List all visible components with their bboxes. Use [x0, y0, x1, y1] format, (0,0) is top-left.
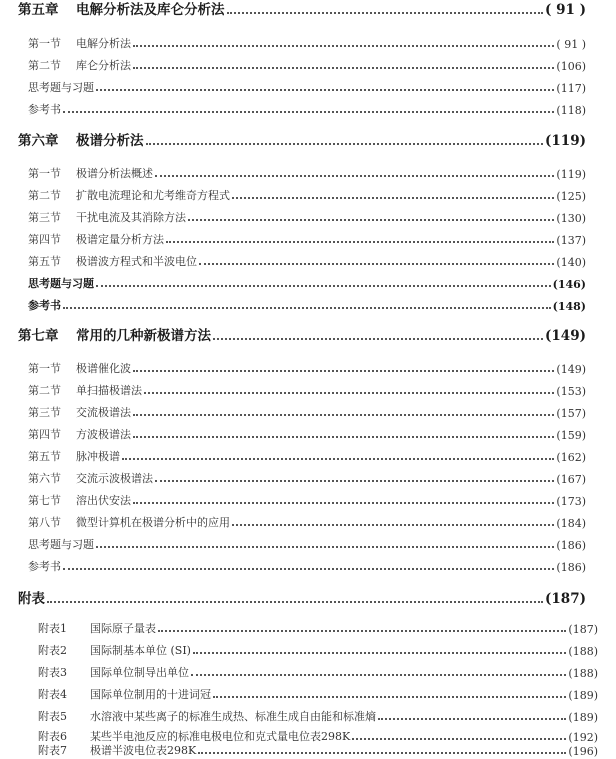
entry-page: (153) [556, 385, 586, 398]
toc-entry [0, 706, 616, 724]
entry-label: 第二节 [28, 189, 61, 202]
leader-dots [144, 392, 554, 394]
toc-entry [0, 229, 616, 247]
entry-label: 第五节 [28, 450, 61, 463]
leader-dots [198, 752, 566, 754]
entry-page: (130) [556, 212, 586, 225]
entry-label: 第二节 [28, 59, 61, 72]
entry-label: 第八节 [28, 516, 61, 529]
entry-page: (149) [556, 363, 586, 376]
entry-title: 干扰电流及其消除方法 [76, 211, 186, 224]
toc-entry [0, 684, 616, 702]
entry-title: 参考书 [28, 560, 61, 573]
entry-label: 第六节 [28, 472, 61, 485]
leader-dots [122, 458, 554, 460]
entry-title: 国际单位制导出单位 [90, 666, 189, 679]
entry-title: 极谱半波电位表298K [90, 744, 197, 757]
leader-dots [133, 502, 554, 504]
entry-title: 思考题与习题 [28, 277, 94, 290]
entry-title: 库仑分析法 [76, 59, 131, 72]
toc-appendix [0, 589, 616, 607]
leader-dots [232, 524, 554, 526]
entry-title: 扩散电流理论和尤考维奇方程式 [76, 189, 230, 202]
entry-label: 附表3 [38, 666, 67, 679]
entry-title: 国际单位制用的十进词冠 [90, 688, 211, 701]
toc-entry [0, 468, 616, 486]
toc-chapter [0, 326, 616, 344]
leader-dots [213, 696, 566, 698]
chapter-label: 第五章 [18, 2, 59, 18]
entry-label: 第四节 [28, 233, 61, 246]
chapter-title: 电解分析法及库仑分析法 [76, 2, 225, 18]
toc-entry [0, 33, 616, 51]
leader-dots [166, 241, 554, 243]
leader-dots [133, 370, 554, 372]
entry-title: 交流极谱法 [76, 406, 131, 419]
entry-page: (186) [556, 561, 586, 574]
toc-entry [0, 251, 616, 269]
entry-title: 溶出伏安法 [76, 494, 131, 507]
entry-label: 第一节 [28, 167, 61, 180]
leader-dots [133, 45, 554, 47]
leader-dots [188, 219, 554, 221]
chapter-page: (119) [545, 133, 586, 149]
chapter-page: (149) [545, 328, 586, 344]
entry-page: (117) [556, 82, 586, 95]
toc-entry [0, 556, 616, 574]
leader-dots [193, 652, 566, 654]
chapter-page: ( 91 ) [545, 2, 586, 18]
entry-page: (196) [568, 745, 598, 758]
leader-dots [63, 111, 554, 113]
leader-dots [158, 630, 566, 632]
entry-label: 第五节 [28, 255, 61, 268]
entry-title: 交流示波极谱法 [76, 472, 153, 485]
toc-chapter [0, 131, 616, 149]
entry-page: (137) [556, 234, 586, 247]
toc-entry [0, 424, 616, 442]
entry-label: 附表5 [38, 710, 67, 723]
entry-label: 第二节 [28, 384, 61, 397]
toc-entry [0, 640, 616, 658]
entry-label: 第七节 [28, 494, 61, 507]
leader-dots [146, 143, 544, 145]
leader-dots [155, 480, 554, 482]
toc-entry [0, 534, 616, 552]
toc-entry [0, 77, 616, 95]
entry-label: 附表2 [38, 644, 67, 657]
entry-page: (148) [552, 300, 586, 313]
entry-title: 思考题与习题 [28, 81, 94, 94]
leader-dots [213, 338, 543, 340]
appendix-page: (187) [545, 591, 586, 607]
appendix-label: 附表 [18, 591, 45, 607]
entry-title: 水溶液中某些离子的标准生成热、标准生成自由能和标准熵 [90, 710, 376, 723]
toc-entry [0, 740, 616, 758]
toc-entry [0, 618, 616, 636]
leader-dots [96, 89, 554, 91]
chapter-label: 第六章 [18, 133, 59, 149]
entry-title: 极谱定量分析方法 [76, 233, 164, 246]
entry-page: (146) [552, 278, 586, 291]
chapter-title: 极谱分析法 [76, 133, 144, 149]
entry-title: 极谱分析法概述 [76, 167, 153, 180]
entry-label: 第三节 [28, 211, 61, 224]
toc-entry [0, 273, 616, 291]
entry-page: (192) [568, 731, 598, 744]
entry-label: 附表4 [38, 688, 67, 701]
entry-title: 思考题与习题 [28, 538, 94, 551]
chapter-label: 第七章 [18, 328, 59, 344]
entry-page: (184) [556, 517, 586, 530]
leader-dots [191, 674, 566, 676]
entry-label: 附表6 [38, 730, 67, 743]
leader-dots [63, 568, 554, 570]
entry-title: 电解分析法 [76, 37, 131, 50]
toc-entry [0, 358, 616, 376]
entry-label: 第四节 [28, 428, 61, 441]
toc-entry [0, 446, 616, 464]
entry-page: (187) [568, 623, 598, 636]
entry-title: 某些半电池反应的标准电极电位和克式量电位表298K [90, 730, 351, 743]
entry-page: (188) [568, 645, 598, 658]
entry-title: 国际原子量表 [90, 622, 156, 635]
leader-dots [47, 601, 543, 603]
entry-label: 附表1 [38, 622, 67, 635]
entry-title: 极谱波方程式和半波电位 [76, 255, 197, 268]
entry-title: 国际制基本单位 (SI) [90, 644, 191, 657]
entry-page: (125) [556, 190, 586, 203]
toc-entry [0, 380, 616, 398]
entry-page: (118) [556, 104, 586, 117]
leader-dots [155, 175, 554, 177]
entry-page: (159) [556, 429, 586, 442]
entry-page: (173) [556, 495, 586, 508]
entry-page: (106) [556, 60, 586, 73]
toc-entry [0, 99, 616, 117]
leader-dots [232, 197, 554, 199]
entry-label: 第三节 [28, 406, 61, 419]
entry-title: 方波极谱法 [76, 428, 131, 441]
toc-entry [0, 490, 616, 508]
entry-page: (162) [556, 451, 586, 464]
entry-title: 微型计算机在极谱分析中的应用 [76, 516, 230, 529]
entry-page: (119) [556, 168, 586, 181]
entry-page: (189) [568, 689, 598, 702]
toc-entry [0, 402, 616, 420]
toc-chapter [0, 0, 616, 18]
leader-dots [96, 546, 554, 548]
toc-entry [0, 207, 616, 225]
entry-title: 单扫描极谱法 [76, 384, 142, 397]
entry-title: 参考书 [28, 299, 61, 312]
entry-page: ( 91 ) [556, 38, 586, 51]
entry-page: (189) [568, 711, 598, 724]
entry-title: 脉冲极谱 [76, 450, 120, 463]
entry-title: 参考书 [28, 103, 61, 116]
toc-entry [0, 163, 616, 181]
entry-label: 第一节 [28, 37, 61, 50]
entry-page: (186) [556, 539, 586, 552]
leader-dots [378, 718, 566, 720]
entry-label: 第一节 [28, 362, 61, 375]
entry-title: 极谱催化波 [76, 362, 131, 375]
entry-page: (167) [556, 473, 586, 486]
leader-dots [227, 12, 544, 14]
toc-entry [0, 295, 616, 313]
toc-entry [0, 185, 616, 203]
leader-dots [96, 285, 551, 287]
leader-dots [133, 414, 554, 416]
leader-dots [133, 436, 554, 438]
chapter-title: 常用的几种新极谱方法 [76, 328, 211, 344]
toc-entry [0, 662, 616, 680]
leader-dots [133, 67, 554, 69]
entry-page: (188) [568, 667, 598, 680]
toc-entry [0, 55, 616, 73]
entry-page: (140) [556, 256, 586, 269]
toc-entry [0, 512, 616, 530]
leader-dots [199, 263, 554, 265]
entry-label: 附表7 [38, 744, 67, 757]
entry-page: (157) [556, 407, 586, 420]
leader-dots [63, 307, 551, 309]
